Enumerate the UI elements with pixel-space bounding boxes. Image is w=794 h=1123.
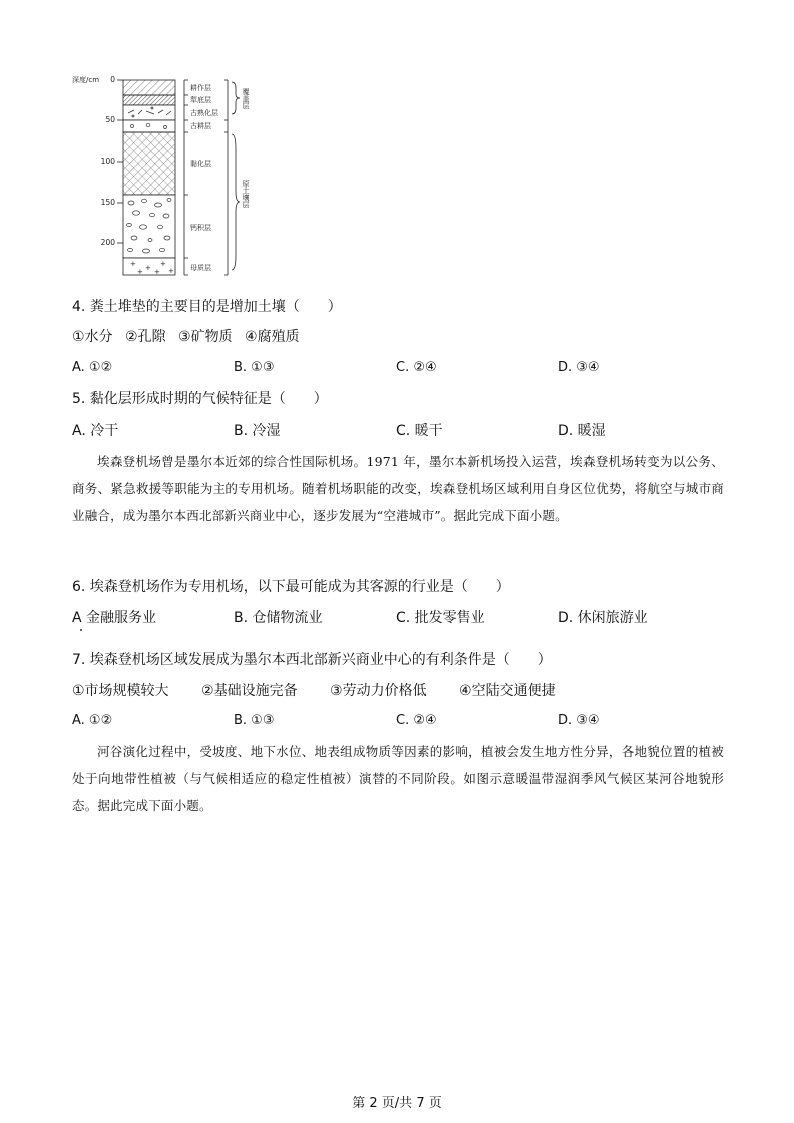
- group-label-original: 原土壤层: [242, 180, 250, 208]
- q7-option-d[interactable]: D. ③④: [558, 713, 600, 728]
- depth-tick-0: 0: [110, 75, 115, 84]
- layer-label-ancient-tillage: 古耕层: [190, 122, 211, 130]
- layer-clay: [123, 132, 175, 195]
- q7-option-a[interactable]: A. ①②: [72, 713, 113, 728]
- q4-choices: [72, 327, 308, 347]
- layer-plowpan: [123, 95, 175, 105]
- passage-valley: [72, 738, 724, 819]
- q5-option-c[interactable]: C. 暖干: [396, 423, 443, 439]
- q7-choice-2: ②基础设施完备: [201, 683, 298, 699]
- q7-choice-3: ③劳动力价格低: [330, 683, 427, 699]
- q5-option-d[interactable]: D. 暖湿: [558, 423, 606, 439]
- svg-text:+: +: [137, 268, 143, 276]
- q7-choices: [72, 681, 564, 701]
- depth-tick-100: 100: [100, 157, 115, 166]
- layer-label-tillage: 耕作层: [190, 84, 211, 92]
- layer-label-plowpan: 犁底层: [190, 96, 211, 104]
- passage-airport: [72, 448, 724, 529]
- soil-column: [123, 80, 175, 276]
- q7-option-c[interactable]: C. ②④: [396, 713, 437, 728]
- layer-label-calcic: 钙积层: [190, 224, 211, 232]
- soil-profile-diagram: [70, 70, 270, 280]
- q4-option-c[interactable]: C. ②④: [396, 360, 437, 375]
- q4-option-a[interactable]: A. ①②: [72, 360, 113, 375]
- passage-valley-text: 河谷演化过程中，受坡度、地下水位、地表组成物质等因素的影响，植被会发生地方性分异，各地貌位置的植被处于向地带性植被（与气候相适应的稳定性植被）演替的不同阶段。如图示意暖温带湿润季风气候区某河谷地貌形态。据此完成下面小题。: [72, 744, 724, 813]
- layer-tillage: [123, 80, 175, 95]
- svg-text:+: +: [154, 268, 160, 276]
- svg-text:+: +: [168, 267, 174, 275]
- q6-option-a[interactable]: A 金融服务业: [72, 610, 157, 626]
- q7-option-b[interactable]: B. ①③: [234, 713, 275, 728]
- q6-stem: 6. 埃森登机场作为专用机场，以下最可能成为其客源的行业是（ ）: [72, 579, 510, 595]
- q6-option-c[interactable]: C. 批发零售业: [396, 610, 485, 626]
- passage-airport-text: 埃森登机场曾是墨尔本近郊的综合性国际机场。1971 年，墨尔本新机场投入运营，埃森登机场转变为以公务、商务、紧急救援等职能为主的专用机场。随着机场职能的改变，埃森登机场区域利用自身区位优势，将航空与城市商业融合，成为墨尔本西北部新兴商业中心，逐步发展为“空港城市”。据此完成下面小题。: [72, 454, 724, 523]
- soil-profile-svg: [70, 70, 270, 280]
- q5-option-b[interactable]: B. 冷湿: [234, 423, 281, 439]
- q7-choice-4: ④空陆交通便捷: [459, 683, 556, 699]
- q7-stem: 7. 埃森登机场区域发展成为墨尔本西北部新兴商业中心的有利条件是（ ）: [72, 652, 552, 668]
- q4-choice-4: ④腐殖质: [245, 329, 300, 345]
- depth-tick-200: 200: [100, 238, 115, 247]
- svg-text:+: +: [145, 264, 151, 272]
- q6-option-b[interactable]: B. 仓储物流业: [234, 610, 323, 626]
- depth-tick-50: 50: [105, 115, 115, 124]
- q5-stem: 5. 黏化层形成时期的气候特征是（ ）: [72, 391, 328, 407]
- depth-ticks: [117, 80, 123, 243]
- group-label-cover: 覆盖层: [242, 88, 250, 109]
- page-number: 第 2 页/共 7 页: [352, 1096, 442, 1111]
- q4-choice-2: ②孔隙: [125, 329, 166, 345]
- q4-stem: 4. 粪土堆垫的主要目的是增加土壤（ ）: [72, 299, 342, 315]
- stray-mark: [80, 629, 82, 631]
- layer-label-ancient-mature: 古熟化层: [190, 109, 218, 117]
- layer-label-clay: 黏化层: [190, 160, 211, 168]
- svg-text:+: +: [160, 260, 166, 268]
- q4-choice-3: ③矿物质: [178, 329, 233, 345]
- svg-text:+: +: [130, 260, 136, 268]
- q7-choice-1: ①市场规模较大: [72, 683, 169, 699]
- layer-label-parent: 母质层: [190, 264, 211, 272]
- depth-tick-150: 150: [100, 198, 115, 207]
- q4-choice-1: ①水分: [72, 329, 113, 345]
- q4-option-b[interactable]: B. ①③: [234, 360, 275, 375]
- depth-axis-label: 深度/cm: [72, 76, 100, 84]
- q5-option-a[interactable]: A. 冷干: [72, 423, 119, 439]
- q4-option-d[interactable]: D. ③④: [558, 360, 600, 375]
- q6-option-d[interactable]: D. 休闲旅游业: [558, 610, 648, 626]
